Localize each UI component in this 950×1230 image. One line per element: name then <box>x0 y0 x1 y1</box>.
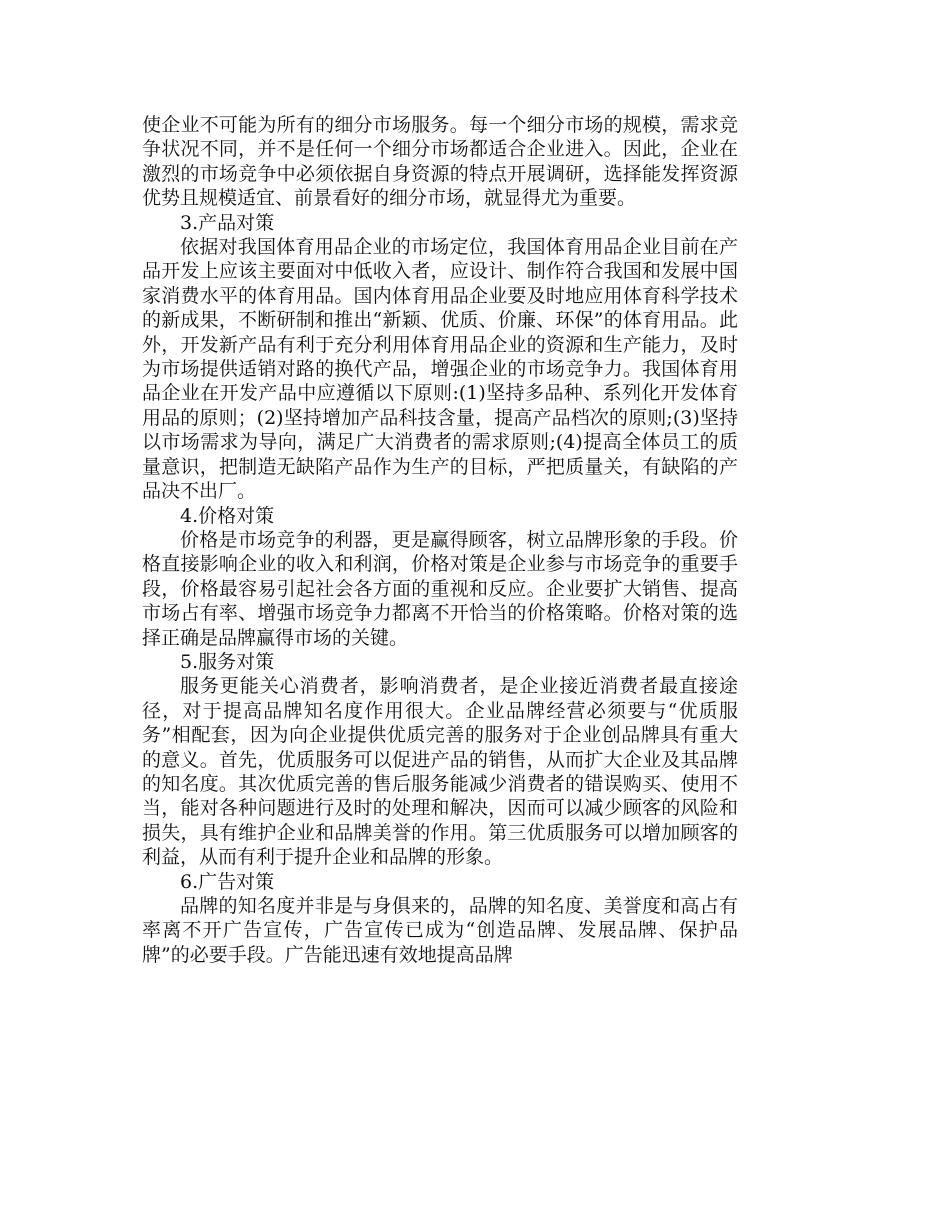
section-paragraph-advertising: 品牌的知名度并非是与身俱来的，品牌的知名度、美誉度和高占有率离不开广告宣传，广告宣传已成为“创造品牌、发展品牌、保护品牌”的必要手段。广告能迅速有效地提高品牌 <box>142 895 738 966</box>
document-page <box>142 113 738 967</box>
section-heading-price: 4.价格对策 <box>180 504 275 527</box>
intro-paragraph: 使企业不可能为所有的细分市场服务。每一个细分市场的规模，需求竞争状况不同，并不是任何一个细分市场都适合企业进入。因此，企业在激烈的市场竞争中必须依据自身资源的特点开展调研，选择能发挥资源优势且规模适宜、前景看好的细分市场，就显得尤为重要。 <box>142 114 738 210</box>
section-heading-service: 5.服务对策 <box>180 650 275 673</box>
section-paragraph-price: 价格是市场竞争的利器，更是赢得顾客，树立品牌形象的手段。价格直接影响企业的收入和利润，价格对策是企业参与市场竞争的重要手段，价格最容易引起社会各方面的重视和反应。企业要扩大销售、提高市场占有率、增强市场竞争力都离不开恰当的价格策略。价格对策的选择正确是品牌赢得市场的关键。 <box>142 528 738 649</box>
section-paragraph-product: 依据对我国体育用品企业的市场定位，我国体育用品企业目前在产品开发上应该主要面对中低收入者，应设计、制作符合我国和发展中国家消费水平的体育用品。国内体育用品企业要及时地应用体育科学技术的新成果，不断研制和推出“新颖、优质、价廉、环保”的体育用品。此外，开发新产品有利于充分利用体育用品企业的资源和生产能力，及时为市场提供适销对路的换代产品，增强企业的市场竞争力。我国体育用品企业在开发产品中应遵循以下原则:(1)坚持多品种、系列化开发体育用品的原则；(2)坚持增加产品科技含量，提高产品档次的原则;(3)坚持以市场需求为导向，满足广大消费者的需求原则;(4)提高全体员工的质量意识，把制造无缺陷产品作为生产的目标，严把质量关，有缺陷的产品决不出厂。 <box>142 236 738 503</box>
section-paragraph-service: 服务更能关心消费者，影响消费者，是企业接近消费者最直接途径，对于提高品牌知名度作用很大。企业品牌经营必须要与“优质服务”相配套，因为向企业提供优质完善的服务对于企业创品牌具有重大的意义。首先，优质服务可以促进产品的销售，从而扩大企业及其品牌的知名度。其次优质完善的售后服务能减少消费者的错误购买、使用不当，能对各种问题进行及时的处理和解决，因而可以减少顾客的风险和损失，具有维护企业和品牌美誉的作用。第三优质服务可以增加顾客的利益，从而有利于提升企业和品牌的形象。 <box>142 675 738 869</box>
section-heading-advertising: 6.广告对策 <box>180 870 275 893</box>
section-heading-product: 3.产品对策 <box>180 211 275 234</box>
